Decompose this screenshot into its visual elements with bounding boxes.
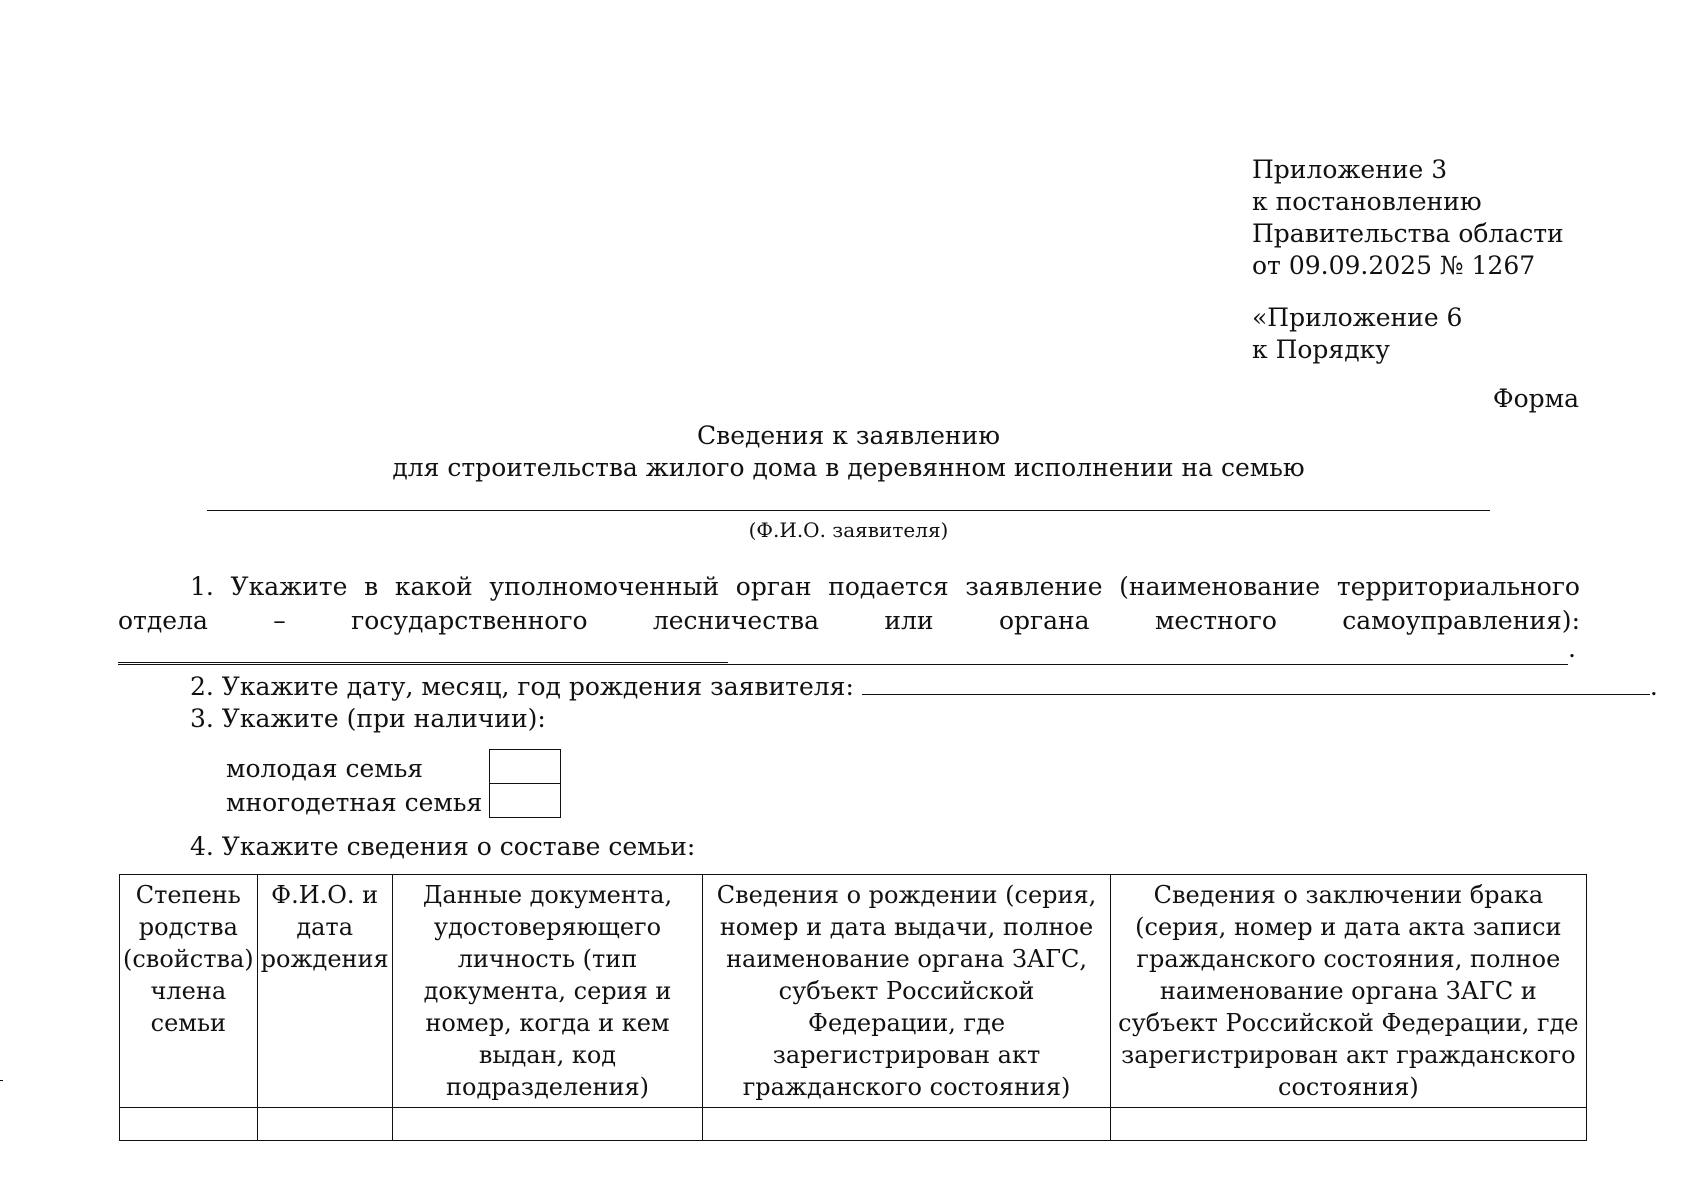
spacer: [1252, 282, 1672, 302]
table-cell[interactable]: [392, 1108, 703, 1141]
column-header-identity-document: Данные документа, удостоверяющего личность (тип документа, серия и номер, когда и кем выдан, код подразделения): [392, 875, 703, 1108]
birth-date-field[interactable]: [862, 670, 1650, 695]
title-line-2: для строительства жилого дома в деревянном исполнении на семью: [392, 453, 1305, 482]
column-header-relationship: Степень родства (свойства) члена семьи: [120, 875, 258, 1108]
large-family-checkbox[interactable]: [489, 783, 561, 818]
question-1-text: 1. Укажите в какой уполномоченный орган подается заявление (наименование территориального отдела – государственного лесничества или органа местного самоуправления):: [118, 572, 1580, 635]
document-title: [0, 420, 1697, 484]
authority-field[interactable]: [118, 638, 728, 663]
order-line: к Порядку: [1252, 335, 1390, 364]
family-composition-table: [119, 874, 1587, 1141]
applicant-name-line[interactable]: [207, 510, 1490, 511]
column-header-name-birthdate: Ф.И.О. и дата рождения: [257, 875, 392, 1108]
table-cell[interactable]: [703, 1108, 1110, 1141]
question-1: [118, 570, 1580, 672]
table-row: [120, 1108, 1587, 1141]
applicant-name-caption: (Ф.И.О. заявителя): [748, 518, 949, 542]
appendix-line: к постановлению: [1252, 187, 1482, 216]
authority-field-line-2[interactable]: [118, 664, 1568, 665]
table-header-row: [120, 875, 1587, 1108]
question-4: 4. Укажите сведения о составе семьи:: [190, 832, 696, 861]
end-dot: .: [1568, 634, 1576, 663]
table-cell[interactable]: [1110, 1108, 1586, 1141]
order-line: «Приложение 6: [1252, 303, 1463, 332]
appendix-line: Правительства области: [1252, 219, 1564, 248]
large-family-label: многодетная семья: [226, 788, 483, 817]
question-3: 3. Укажите (при наличии):: [190, 704, 546, 733]
appendix-line: Приложение 3: [1252, 155, 1448, 184]
table-cell[interactable]: [257, 1108, 392, 1141]
question-2-text: 2. Укажите дату, месяц, год рождения заявителя:: [190, 672, 854, 701]
table-cell[interactable]: [120, 1108, 258, 1141]
column-header-birth-record: Сведения о рождении (серия, номер и дата выдачи, полное наименование органа ЗАГС, субъект Российской Федерации, где зарегистрирован акт гражданского состояния): [703, 875, 1110, 1108]
young-family-checkbox[interactable]: [489, 749, 561, 784]
column-header-marriage-record: Сведения о заключении брака (серия, номер и дата акта записи гражданского состояния, полное наименование органа ЗАГС и субъект Российской Федерации, где зарегистрирован акт гражданского состояния): [1110, 875, 1586, 1108]
title-line-1: Сведения к заявлению: [697, 421, 1000, 450]
appendix-header: [1252, 154, 1672, 366]
young-family-label: молодая семья: [226, 754, 424, 783]
question-2: [190, 670, 1658, 704]
appendix-line: от 09.09.2025 № 1267: [1252, 251, 1536, 280]
end-dot: .: [1649, 672, 1658, 701]
scan-edge-mark: [0, 1080, 3, 1081]
form-label: Форма: [1492, 384, 1579, 413]
